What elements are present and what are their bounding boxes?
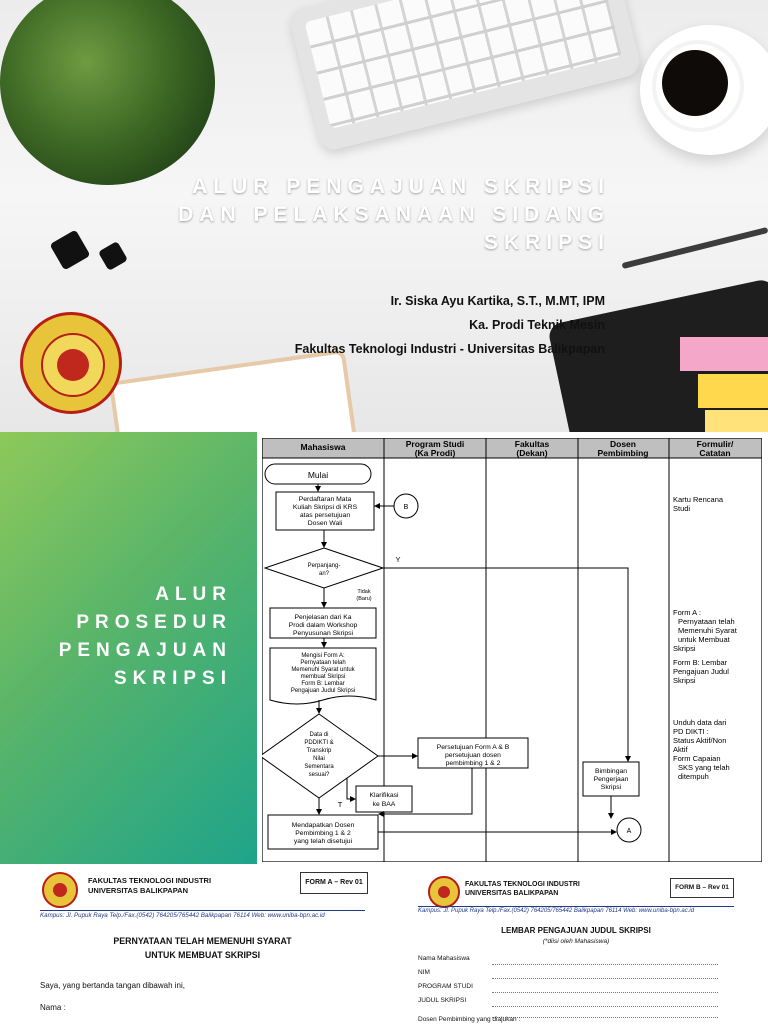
lane-label-formulir: Formulir/ bbox=[696, 439, 734, 449]
form-b-subtitle: (*diisi oleh Mahasiswa) bbox=[542, 938, 610, 945]
register-text-2: Kuliah Skripsi di KRS bbox=[292, 504, 358, 511]
approval-text-2: persetujuan dosen bbox=[445, 752, 501, 759]
register-text-3: atas persetujuan bbox=[299, 512, 351, 519]
form-b-field-line[interactable] bbox=[492, 998, 718, 1007]
coffee-image bbox=[662, 50, 728, 116]
decision2-text-6: sesuai? bbox=[308, 772, 330, 778]
lane-label-dosen: Dosen bbox=[610, 439, 636, 449]
workshop-text-3: Penyusunan Skripsi bbox=[292, 630, 354, 637]
procedure-title-line-3: PENGAJUAN bbox=[58, 640, 232, 661]
slide-title-line-2: DAN PELAKSANAAN SIDANG bbox=[178, 203, 610, 226]
form-b-title: LEMBAR PENGAJUAN JUDUL SKRIPSI bbox=[501, 926, 651, 935]
flowchart-diagram bbox=[262, 438, 762, 862]
no-label-1: Tidak bbox=[357, 589, 371, 595]
note-pddikti-4: Aktif bbox=[673, 745, 688, 754]
decision2-text-4: Nilai bbox=[313, 756, 325, 762]
lane-label-formulir-sub: Catatan bbox=[699, 448, 731, 458]
decision1-text-1: Perpanjang- bbox=[307, 563, 341, 569]
note-forma-2: Pernyataan telah bbox=[678, 617, 735, 626]
supervisor-text-3: yang telah disetujui bbox=[293, 838, 353, 845]
university-seal-logo bbox=[42, 872, 78, 908]
form-b-field-label: PROGRAM STUDI bbox=[418, 983, 473, 990]
form-b-field-line[interactable] bbox=[492, 970, 718, 979]
note-krs-2: Studi bbox=[673, 504, 691, 513]
approval-text-1: Persetujuan Form A & B bbox=[436, 744, 510, 751]
note-krs-1: Kartu Rencana bbox=[673, 495, 724, 504]
procedure-title-line-2: PROSEDUR bbox=[76, 612, 232, 633]
form-b-field-label: NIM bbox=[418, 969, 430, 976]
forms-slide bbox=[0, 864, 768, 1024]
forms-text-1: Mengisi Form A: bbox=[301, 653, 345, 659]
seal-emblem bbox=[438, 886, 450, 898]
forms-text-3: Memenuhi Syarat untuk bbox=[291, 667, 355, 673]
planner-image bbox=[109, 349, 360, 432]
decision2-text-2: PDDIKTI & bbox=[304, 740, 334, 746]
procedure-title-line-4: SKRIPSI bbox=[113, 668, 232, 689]
form-a-title-1: PERNYATAAN TELAH MEMENUHI SYARAT bbox=[113, 936, 292, 946]
note-forma-5: Skripsi bbox=[673, 644, 696, 653]
note-pddikti-2: PD DIKTI : bbox=[673, 727, 709, 736]
form-b-supervisor-label: Dosen Pembimbing yang diajukan : bbox=[418, 1016, 521, 1023]
title-slide bbox=[0, 0, 768, 432]
note-pddikti-1: Unduh data dari bbox=[673, 718, 727, 727]
note-forma-3: Memenuhi Syarat bbox=[678, 626, 737, 635]
no-label-2: (Baru) bbox=[356, 596, 372, 602]
start-label: Mulai bbox=[307, 470, 329, 480]
guidance-text-2: Pengerjaan bbox=[593, 776, 629, 783]
note-pddikti-6: SKS yang telah bbox=[678, 763, 730, 772]
forms-text-2: Pernyataan telah bbox=[300, 660, 346, 666]
sticky-note-yellow bbox=[698, 374, 768, 408]
clarify-text-1: Klarifikasi bbox=[369, 792, 399, 799]
note-pddikti-5: Form Capaian bbox=[673, 754, 721, 763]
author-faculty: Fakultas Teknologi Industri - Universitas Balikpapan bbox=[294, 342, 605, 356]
forms-text-5: Form B: Lembar bbox=[301, 681, 345, 687]
approval-text-3: pembimbing 1 & 2 bbox=[445, 760, 501, 767]
form-b-university: UNIVERSITAS BALIKPAPAN bbox=[465, 890, 559, 897]
clarify-baa-box bbox=[356, 786, 412, 812]
binder-clip-image bbox=[50, 230, 91, 271]
supervisor-text-1: Mendapatkan Dosen bbox=[291, 822, 355, 829]
note-formb-2: Pengajuan Judul bbox=[673, 667, 729, 676]
form-b-field-line[interactable] bbox=[492, 956, 718, 965]
sticky-note-yellow bbox=[705, 410, 768, 432]
yes-label: Y bbox=[395, 555, 401, 564]
note-forma-1: Form A : bbox=[673, 608, 701, 617]
form-b-address: Kampus: Jl. Pupuk Raya Telp./Fax.(0542) 764205/765442 Balikpapan 76114 Web: www.uniba-bpn.ac.id bbox=[418, 908, 695, 914]
note-pddikti-7: ditempuh bbox=[678, 772, 709, 781]
procedure-title-line-1: ALUR bbox=[155, 584, 232, 605]
guidance-text-1: Bimbingan bbox=[594, 768, 628, 775]
form-a-divider bbox=[40, 910, 365, 911]
connector-a-label: A bbox=[626, 828, 632, 835]
keyboard-image bbox=[287, 0, 642, 153]
form-a-name-label: Nama : bbox=[40, 1003, 66, 1012]
register-text-4: Dosen Wali bbox=[307, 520, 343, 527]
connector-b-label: B bbox=[403, 504, 409, 511]
t-label: T bbox=[337, 800, 343, 809]
lane-label-mahasiswa: Mahasiswa bbox=[300, 442, 346, 452]
note-pddikti-3: Status Aktif/Non bbox=[673, 736, 727, 745]
form-a-address: Kampus: Jl. Pupuk Raya Telp./Fax.(0542) 764205/765442 Balikpapan 76114 Web: www.uniba-bpn.ac.id bbox=[40, 912, 325, 919]
form-b-field-line[interactable] bbox=[492, 984, 718, 993]
plant-image bbox=[0, 0, 215, 185]
arrow-yes bbox=[383, 568, 628, 761]
workshop-text-1: Penjelasan dari Ka bbox=[294, 614, 352, 621]
university-seal-logo bbox=[20, 312, 122, 414]
form-b-field-line[interactable] bbox=[492, 1009, 718, 1018]
keyboard-rows bbox=[304, 0, 622, 129]
lane-label-program-studi: Program Studi bbox=[405, 439, 465, 449]
form-b-field-label: JUDUL SKRIPSI bbox=[418, 997, 467, 1004]
lane-label-dosen-sub: Pembimbing bbox=[597, 448, 649, 458]
guidance-text-3: Skripsi bbox=[600, 784, 622, 791]
forms-text-4: membuat Skripsi bbox=[300, 674, 346, 680]
workshop-text-2: Prodi dalam Workshop bbox=[288, 622, 358, 629]
clarify-text-2: ke BAA bbox=[372, 801, 396, 808]
seal-emblem bbox=[57, 349, 89, 381]
arrow-no-data bbox=[347, 778, 355, 799]
note-formb-1: Form B: Lembar bbox=[673, 658, 728, 667]
author-position: Ka. Prodi Teknik Mesin bbox=[469, 318, 605, 332]
form-a-university: UNIVERSITAS BALIKPAPAN bbox=[88, 886, 189, 895]
lane-label-fakultas-sub: (Dekan) bbox=[516, 448, 548, 458]
form-b-faculty: FAKULTAS TEKNOLOGI INDUSTRI bbox=[465, 881, 580, 888]
decision2-text-5: Sementara bbox=[304, 764, 334, 770]
pencil-image bbox=[622, 227, 768, 269]
supervisor-text-2: Pembimbing 1 & 2 bbox=[295, 830, 351, 837]
note-forma-4: untuk Membuat bbox=[678, 635, 730, 644]
flowchart-slide bbox=[0, 432, 768, 864]
sticky-note-pink bbox=[680, 337, 768, 371]
register-text-1: Perdaftaran Mata bbox=[298, 496, 352, 503]
lane-label-fakultas: Fakultas bbox=[514, 439, 550, 449]
university-seal-logo bbox=[428, 876, 460, 908]
decision1-text-2: an? bbox=[318, 571, 330, 577]
seal-emblem bbox=[53, 883, 67, 897]
form-a-faculty: FAKULTAS TEKNOLOGI INDUSTRI bbox=[88, 876, 212, 885]
seal-inner-ring bbox=[41, 333, 105, 397]
form-b-field-label: Nama Mahasiswa bbox=[418, 955, 470, 962]
decision2-text-3: Transkrip bbox=[306, 748, 332, 754]
form-b-divider bbox=[418, 906, 734, 907]
author-name: Ir. Siska Ayu Kartika, S.T., M.MT, IPM bbox=[390, 294, 605, 308]
form-a-title-2: UNTUK MEMBUAT SKRIPSI bbox=[144, 950, 261, 960]
decision2-text-1: Data di bbox=[309, 732, 329, 738]
slide-title-line-3: SKRIPSI bbox=[483, 231, 610, 254]
note-formb-3: Skripsi bbox=[673, 676, 696, 685]
forms-text-6: Pengajuan Judul Skripsi bbox=[290, 688, 356, 694]
form-a-statement: Saya, yang bertanda tangan dibawah ini, bbox=[40, 981, 185, 990]
lane-label-program-studi-sub: (Ka Prodi) bbox=[414, 448, 456, 458]
form-b-rev-badge: FORM B – Rev 01 bbox=[670, 878, 734, 898]
slide-title-line-1: ALUR PENGAJUAN SKRIPSI bbox=[192, 175, 610, 198]
form-a-rev-badge: FORM A – Rev 01 bbox=[300, 872, 368, 894]
